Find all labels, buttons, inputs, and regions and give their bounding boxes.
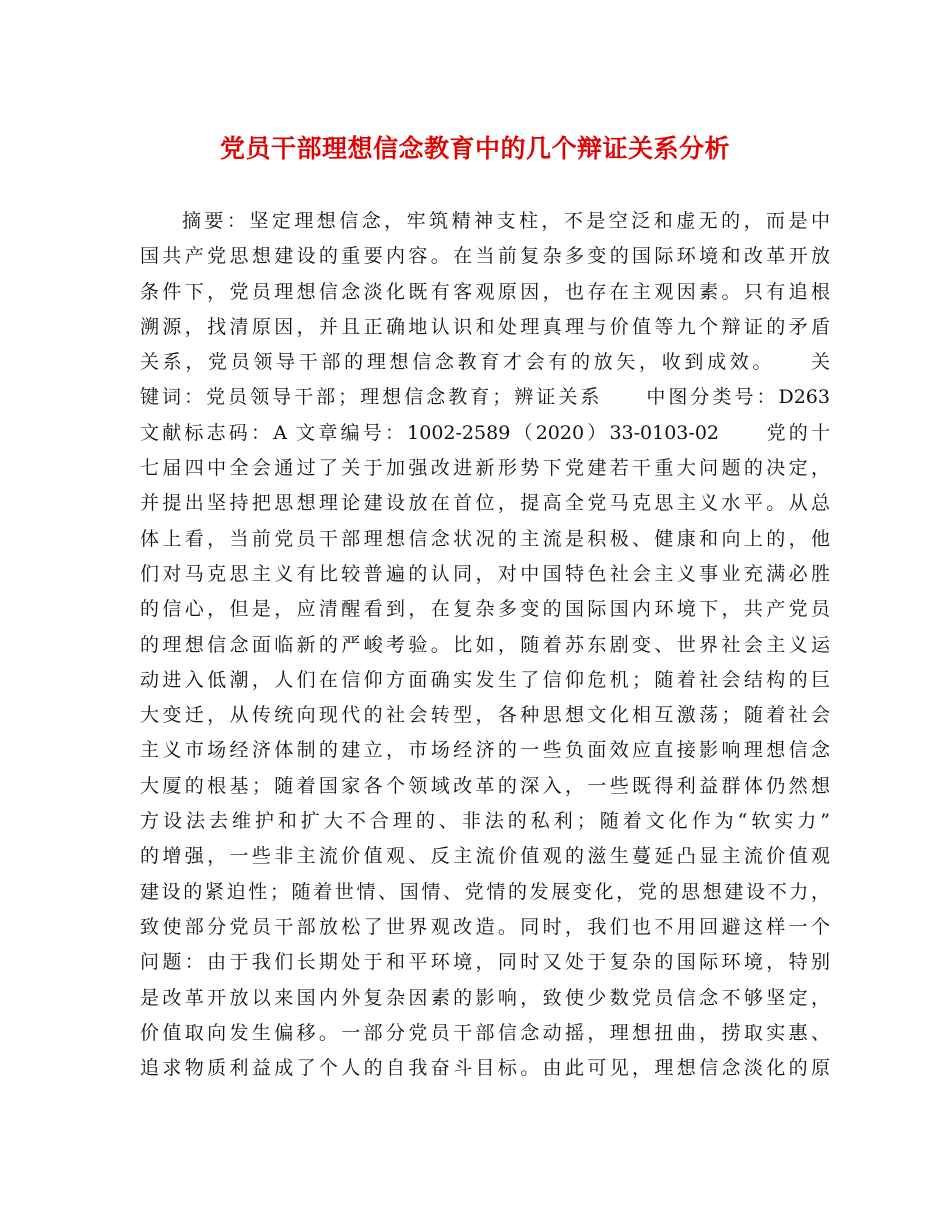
body-line: 问题：由于我们长期处于和平环境，同时又处于复杂的国际环境，特别 [140, 951, 830, 974]
body-line: 追求物质利益成了个人的自我奋斗目标。由此可见，理想信念淡化的原 [140, 1057, 830, 1080]
body-line: 是改革开放以来国内外复杂因素的影响，致使少数党员信念不够坚定， [140, 986, 830, 1009]
body-line: 建设的紧迫性；随着世情、国情、党情的发展变化，党的思想建设不力， [140, 880, 830, 903]
body-line: 国共产党思想建设的重要内容。在当前复杂多变的国际环境和改革开放 [140, 245, 830, 268]
body-line: 并提出坚持把思想理论建设放在首位，提高全党马克思主义水平。从总 [140, 492, 830, 515]
document-body [140, 204, 830, 1086]
body-line: 七届四中全会通过了关于加强改进新形势下党建若干重大问题的决定， [140, 457, 830, 480]
body-line: 大厦的根基；随着国家各个领域改革的深入，一些既得利益群体仍然想 [140, 774, 830, 797]
body-line: 的增强，一些非主流价值观、反主流价值观的滋生蔓延凸显主流价值观 [140, 845, 830, 868]
body-line: 价值取向发生偏移。一部分党员干部信念动摇，理想扭曲，捞取实惠、 [140, 1021, 830, 1044]
body-line: 文献标志码：A 文章编号：1002-2589（2020）33-0103-02 党的十 [140, 421, 830, 444]
body-line: 动进入低潮，人们在信仰方面确实发生了信仰危机；随着社会结构的巨 [140, 668, 830, 691]
body-line: 们对马克思主义有比较普遍的认同，对中国特色社会主义事业充满必胜 [140, 562, 830, 585]
body-line: 关系，党员领导干部的理想信念教育才会有的放矢，收到成效。 关 [140, 351, 830, 374]
body-line: 体上看，当前党员干部理想信念状况的主流是积极、健康和向上的，他 [140, 527, 830, 550]
body-line: 键词：党员领导干部；理想信念教育；辨证关系 中图分类号：D263 [140, 386, 830, 409]
body-line: 致使部分党员干部放松了世界观改造。同时，我们也不用回避这样一个 [140, 915, 830, 938]
document-title: 党员干部理想信念教育中的几个辩证关系分析 [219, 134, 730, 163]
body-line: 的信心，但是，应清醒看到，在复杂多变的国际国内环境下，共产党员 [140, 598, 830, 621]
body-line: 的理想信念面临新的严峻考验。比如，随着苏东剧变、世界社会主义运 [140, 633, 830, 656]
body-line: 大变迁，从传统向现代的社会转型，各种思想文化相互激荡；随着社会 [140, 704, 830, 727]
body-line: 条件下，党员理想信念淡化既有客观原因，也存在主观因素。只有追根 [140, 280, 830, 303]
body-line: 摘要：坚定理想信念，牢筑精神支柱，不是空泛和虚无的，而是中 [182, 210, 830, 232]
body-line: 溯源，找清原因，并且正确地认识和处理真理与价值等九个辩证的矛盾 [140, 315, 830, 338]
body-line: 主义市场经济体制的建立，市场经济的一些负面效应直接影响理想信念 [140, 739, 830, 762]
body-line: 方设法去维护和扩大不合理的、非法的私利；随着文化作为“软实力” [140, 810, 830, 833]
